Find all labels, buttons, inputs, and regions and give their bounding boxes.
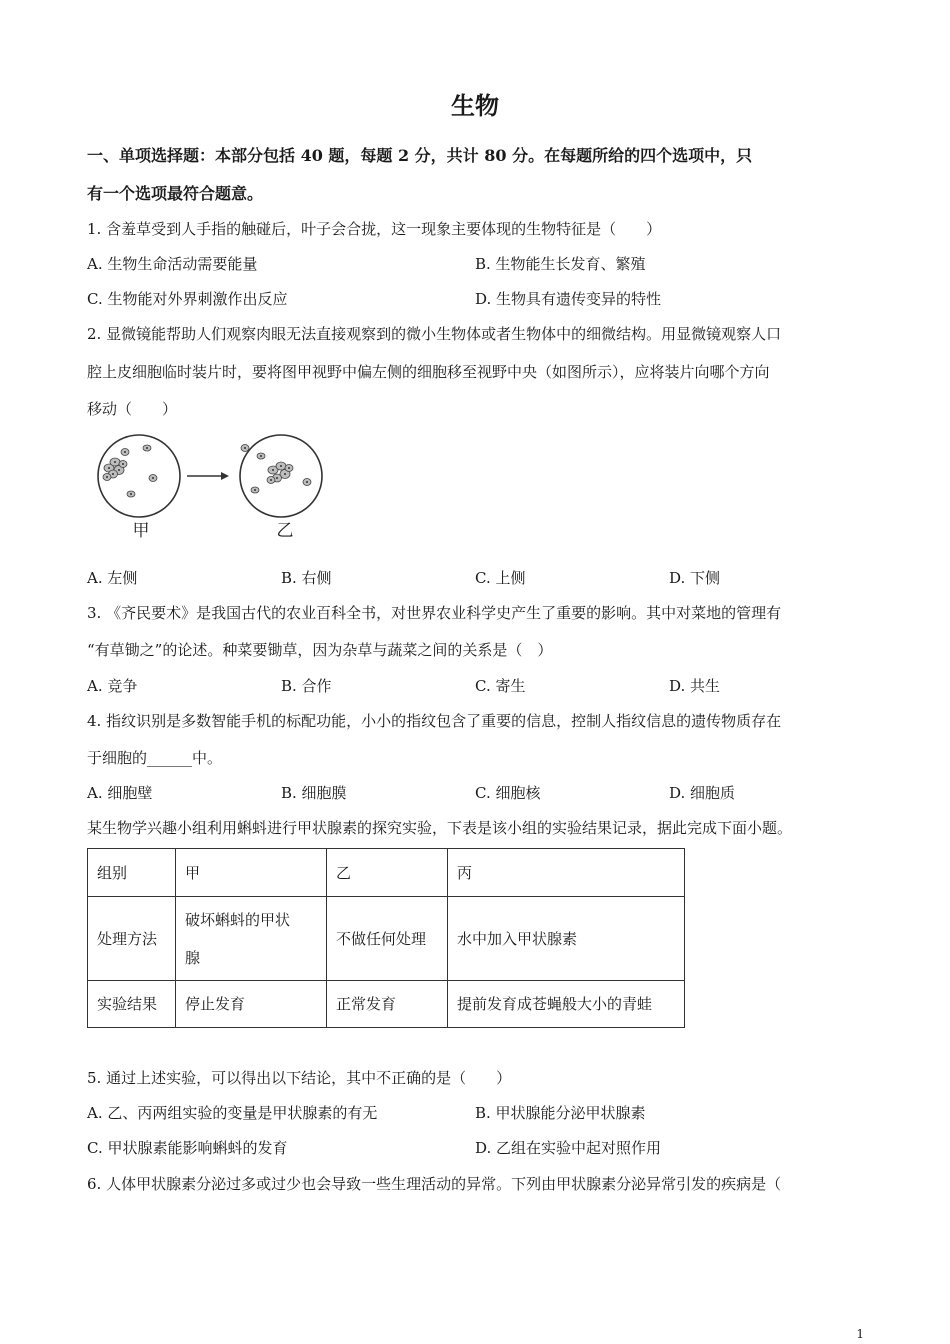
table-header-cell: 组别 xyxy=(88,849,176,897)
section-heading-line2: 有一个选项最符合题意。 xyxy=(87,184,264,203)
figure-label-yi: 乙 xyxy=(276,521,294,541)
q3-stem-line1: 3. 《齐民要术》是我国古代的农业百科全书，对世界农业科学史产生了重要的影响。其中对菜地的管理有 xyxy=(87,604,782,622)
table-row xyxy=(88,981,685,1028)
microscope-fields-diagram xyxy=(95,432,335,544)
q2-option-c: C. 上侧 xyxy=(475,569,526,587)
experiment-table xyxy=(87,848,685,1028)
q2-option-a: A. 左侧 xyxy=(87,569,138,587)
q2-stem-line1: 2. 显微镜能帮助人们观察肉眼无法直接观察到的微小生物体或者生物体中的细微结构。用显微镜观察人口 xyxy=(87,325,782,343)
q4-option-a: A. 细胞壁 xyxy=(87,784,153,802)
table-cell: 处理方法 xyxy=(88,897,176,981)
q1-option-d: D. 生物具有遗传变异的特性 xyxy=(475,290,662,308)
q4-stem-line1: 4. 指纹识别是多数智能手机的标配功能，小小的指纹包含了重要的信息，控制人指纹信息的遗传物质存在 xyxy=(87,712,782,730)
q5-option-c: C. 甲状腺素能影响蝌蚪的发育 xyxy=(87,1139,288,1157)
microscope-figure xyxy=(95,432,335,548)
figure-label-jia: 甲 xyxy=(132,521,150,541)
q6-stem: 6. 人体甲状腺素分泌过多或过少也会导致一些生理活动的异常。下列由甲状腺素分泌异常引发的疾病是（ xyxy=(87,1175,782,1193)
table-cell: 不做任何处理 xyxy=(327,897,448,981)
table-header-cell: 乙 xyxy=(327,849,448,897)
q4-stem-line2: 于细胞的______中。 xyxy=(87,749,223,767)
q3-option-c: C. 寄生 xyxy=(475,677,526,695)
table-header-row xyxy=(88,849,685,897)
table-header-cell: 丙 xyxy=(448,849,685,897)
q2-stem-line2: 腔上皮细胞临时装片时，要将图甲视野中偏左侧的细胞移至视野中央（如图所示），应将装片向哪个方向 xyxy=(87,363,770,381)
q5-option-d: D. 乙组在实验中起对照作用 xyxy=(475,1139,662,1157)
table-cell xyxy=(176,897,327,981)
table-cell-line: 破坏蝌蚪的甲状 xyxy=(185,910,291,929)
table-row xyxy=(88,897,685,981)
table-cell: 正常发育 xyxy=(327,981,448,1028)
q5-stem: 5. 通过上述实验，可以得出以下结论，其中不正确的是（ ） xyxy=(87,1069,512,1087)
q1-option-a: A. 生物生命活动需要能量 xyxy=(87,255,258,273)
table-header-cell: 甲 xyxy=(176,849,327,897)
q1-stem: 1. 含羞草受到人手指的触碰后，叶子会合拢，这一现象主要体现的生物特征是（ ） xyxy=(87,220,662,238)
q5-option-a: A. 乙、丙两组实验的变量是甲状腺素的有无 xyxy=(87,1104,378,1122)
table-cell-line: 腺 xyxy=(185,948,201,967)
q5-option-b: B. 甲状腺能分泌甲状腺素 xyxy=(475,1104,646,1122)
table-cell: 水中加入甲状腺素 xyxy=(448,897,685,981)
q2-stem-line3: 移动（ ） xyxy=(87,400,178,418)
table-cell: 停止发育 xyxy=(176,981,327,1028)
q4-option-b: B. 细胞膜 xyxy=(281,784,347,802)
q2-option-d: D. 下侧 xyxy=(669,569,721,587)
experiment-intro: 某生物学兴趣小组利用蝌蚪进行甲状腺素的探究实验，下表是该小组的实验结果记录，据此完成下面小题。 xyxy=(87,819,793,837)
q4-option-c: C. 细胞核 xyxy=(475,784,541,802)
table-cell: 提前发育成苍蝇般大小的青蛙 xyxy=(448,981,685,1028)
page-title: 生物 xyxy=(451,91,499,120)
table-cell: 实验结果 xyxy=(88,981,176,1028)
q3-option-a: A. 竞争 xyxy=(87,677,138,695)
q3-option-d: D. 共生 xyxy=(669,677,721,695)
q1-option-b: B. 生物能生长发育、繁殖 xyxy=(475,255,646,273)
q3-stem-line2: “有草锄之”的论述。种菜要锄草，因为杂草与蔬菜之间的关系是（ ） xyxy=(87,641,553,659)
page-number: 1 xyxy=(856,1327,864,1341)
section-heading-line1: 一、单项选择题：本部分包括 40 题，每题 2 分，共计 80 分。在每题所给的四个选项中，只 xyxy=(87,146,753,165)
q2-option-b: B. 右侧 xyxy=(281,569,332,587)
q4-option-d: D. 细胞质 xyxy=(669,784,736,802)
q3-option-b: B. 合作 xyxy=(281,677,332,695)
q1-option-c: C. 生物能对外界刺激作出反应 xyxy=(87,290,288,308)
